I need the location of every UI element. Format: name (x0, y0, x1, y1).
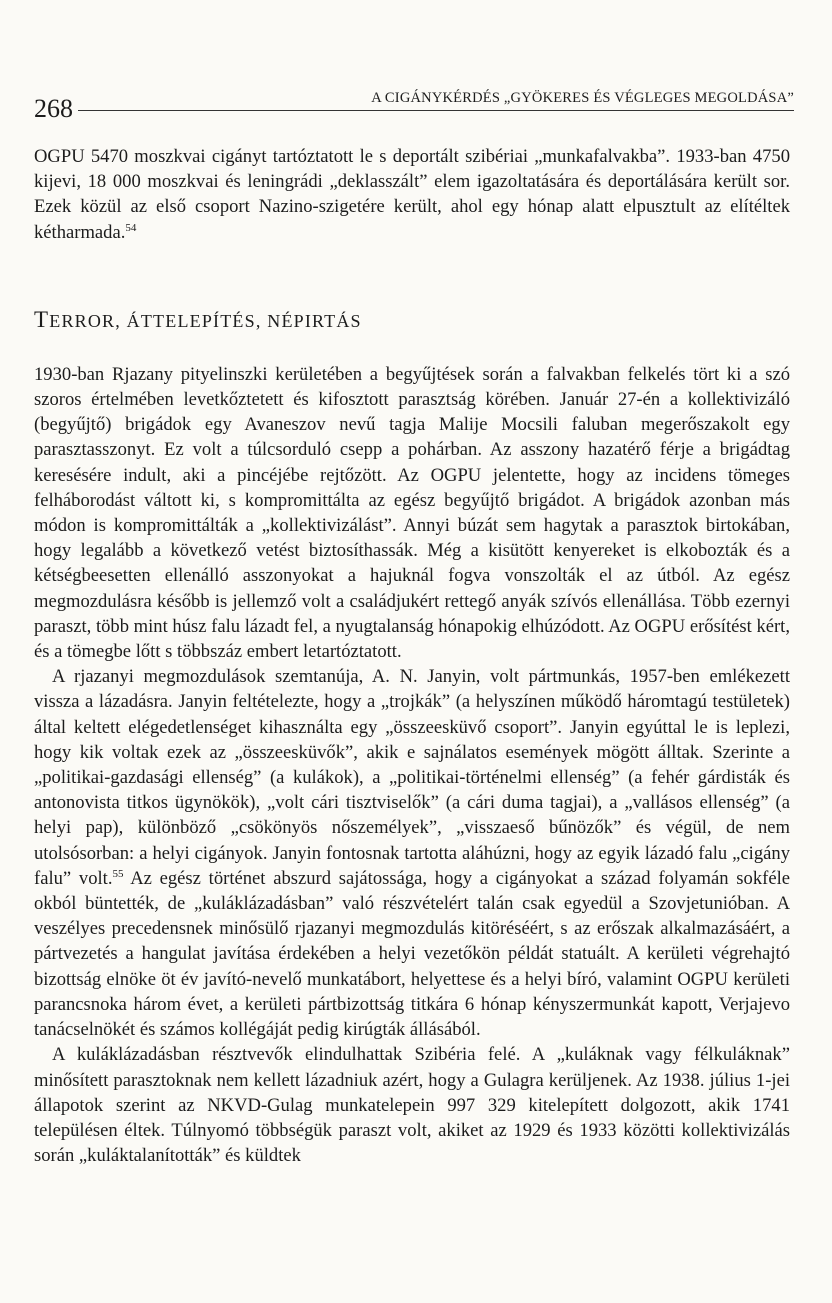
paragraph-3: A kuláklázadásban résztvevők elindulhattak Szibéria felé. A „kuláknak vagy félkuláknak” minősített parasztoknak nem kellett lázadniuk azért, hogy a Gulagra kerüljenek. Az 1938. július 1-jei állapotok szerint az NKVD-Gulag munkatelepein 997 329 kitelepített dolgozott, akik 1741 településen éltek. Túlnyomó többségük paraszt volt, akiket az 1929 és 1933 közötti kollektivizálás során „kuláktalanították” és küldtek (34, 1044, 790, 1167)
paragraph-2 (34, 664, 790, 1042)
intro-paragraph (34, 144, 790, 245)
page-header (34, 80, 794, 124)
running-head: A CIGÁNYKÉRDÉS „GYÖKERES ÉS VÉGLEGES MEGOLDÁSA” (371, 90, 794, 106)
footnote-ref-55: 55 (112, 867, 124, 880)
paragraph-2-part-a: A rjazanyi megmozdulások szemtanúja, A. N. Janyin, volt pártmunkás, 1957-ben emlékezett vissza a lázadásra. Janyin feltételezte, hogy a „trojkák” (a helyszínen működő háromtagú testületek) által keltett elégedetlenséget kihasználta egy „összeesküvő csoport”. Janyin egyúttal le is leplezi, hogy kik voltak ezek az „összeesküvők”, akik e sajnálatos események mögött álltak. Szerinte a „politikai-gazdasági ellenség” (a kulákok), a „politikai-történelmi ellenség” (a fehér gárdisták és antonovista titkos ügynökök), „volt cári tisztviselők” (a cári duma tagjai), a „vallásos ellenség” (a helyi pap), különböző „csökönyös nőszemélyek”, „visszaeső bűnözők” és végül, de nem utolsósorban: a helyi cigányok. Janyin fontosnak tartotta aláhúzni, hogy az egyik lázadó falu „cigány falu” volt. (34, 666, 790, 889)
section-heading-text: ERROR, ÁTTELEPÍTÉS, NÉPIRTÁS (49, 310, 362, 331)
intro-text: OGPU 5470 moszkvai cigányt tartóztatott le s deportált szibériai „munkafalvakba”. 1933-ban 4750 kijevi, 18 000 moszkvai és leningrádi „deklasszált” elem igazoltatására és deportálására került sor. Ezek közül az első csoport Nazino-szigetére került, ahol egy hónap alatt elpusztult az elítéltek kétharmada. (34, 146, 790, 243)
header-rule (78, 110, 794, 111)
page-number: 268 (34, 94, 73, 123)
paragraph-1: 1930-ban Rjazany pityelinszki kerületében a begyűjtések során a falvakban felkelés tört ki a szó szoros értelmében levetkőztetett és kifosztott parasztság körében. Január 27-én a kollektivizáló (begyűjtő) brigádok egy Avaneszov nevű tagja Malije Mocsili faluban megerőszakolt egy parasztasszonyt. Ez volt a túlcsorduló csepp a pohárban. Az asszony hazatérő férje a brigádtag keresésére indult, aki a pincéjébe rejtőzött. Az OGPU jelentette, hogy az incidens tömeges felháborodást váltott ki, s kompromittálta az egész begyűjtő brigádot. A brigádok azonban más módon is kompromittálták a „kollektivizálást”. Annyi búzát sem hagytak a parasztok birtokában, hogy legalább a következő vetést biztosíthassák. Még a kisütött kenyereket is elkobozták és a kétségbeesetten ellenálló asszonyokat a hajuknál fogva vonszolták el az útból. Az egész megmozdulásra később is jellemző volt a családjukért rettegő anyák szívós ellenállása. Több ezernyi paraszt, több mint húsz falu lázadt fel, a nyugtalanság hónapokig elhúzódott. Az OGPU erősítést kért, és a tömegbe lőtt s többszáz embert letartóztatott. (34, 363, 790, 663)
footnote-ref-54: 54 (125, 221, 137, 234)
section-heading-initial: T (34, 306, 50, 332)
body-text (34, 144, 790, 1168)
paragraph-2-part-b: Az egész történet abszurd sajátossága, hogy a cigányokat a század folyamán sokféle okból büntették, de „kuláklázadásban” való részvételért talán csak egyedül a Szovjetunióban. A veszélyes precedensnek minősülő rjazanyi megmozdulás kitöréséért, s az erőszak alkalmazásáért, a pártvezetés a hangulat javítása érdekében a helyi vezetőkön példát statuált. A kerületi végrehajtó bizottság elnöke öt év javító-nevelő munkatábort, helyettese és a helyi bíró, valamint OGPU kerületi parancsnoka három évet, a kerületi pártbizottság titkára 6 hónap kényszermunkát kapott, Verjajevo tanácselnökét és számos kollégáját pedig kirúgták állásából. (34, 867, 790, 1041)
section-heading (34, 307, 790, 334)
